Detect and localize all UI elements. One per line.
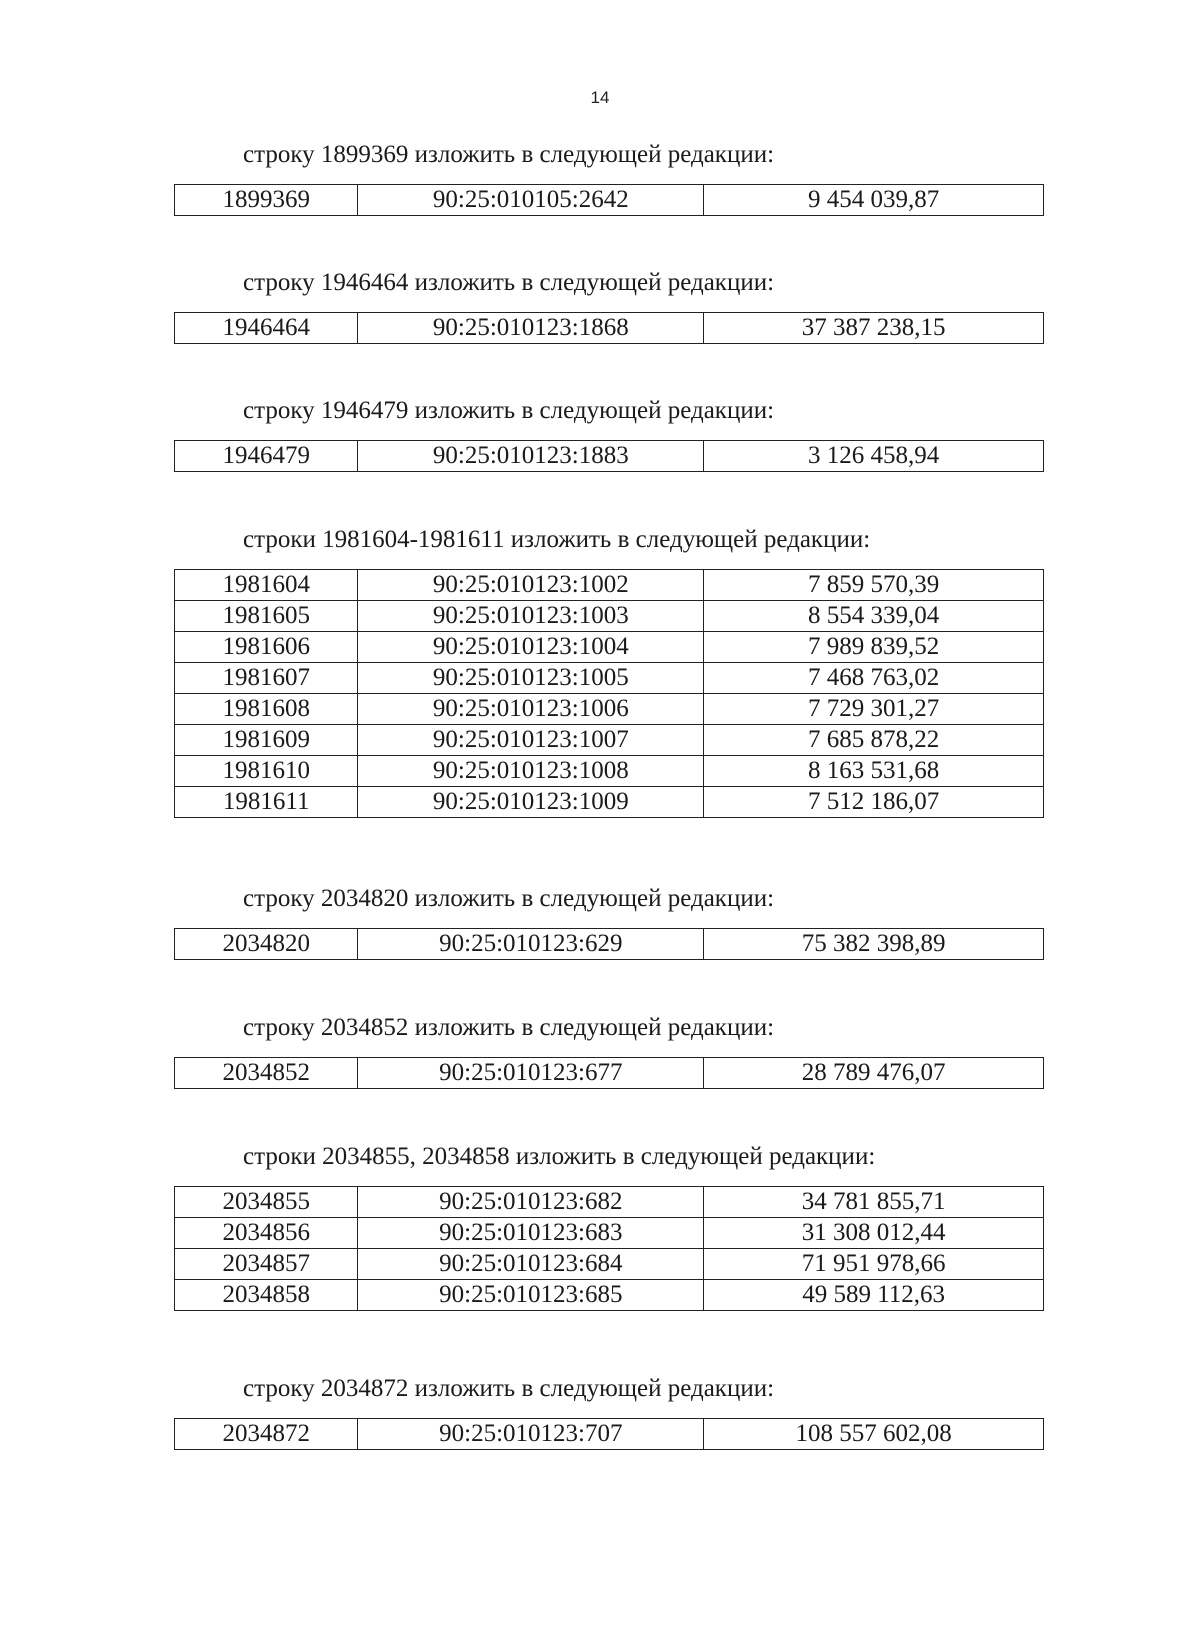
table-row <box>175 441 1044 472</box>
amendment-section <box>0 525 1200 818</box>
value-cell: 7 729 301,27 <box>704 694 1044 725</box>
row-number-cell: 2034856 <box>175 1218 358 1249</box>
cadastral-number-cell: 90:25:010123:677 <box>358 1058 704 1089</box>
table-row <box>175 1419 1044 1450</box>
cadastral-number-cell: 90:25:010123:1009 <box>358 787 704 818</box>
section-heading: строку 1946464 изложить в следующей редакции: <box>243 269 775 296</box>
amendment-table <box>174 1418 1044 1450</box>
amendment-section <box>0 396 1200 472</box>
amendment-section <box>0 1142 1200 1311</box>
section-heading: строку 2034820 изложить в следующей редакции: <box>243 885 775 912</box>
table-row <box>175 1280 1044 1311</box>
amendment-section <box>0 1013 1200 1089</box>
row-number-cell: 1946464 <box>175 313 358 344</box>
value-cell: 8 554 339,04 <box>704 601 1044 632</box>
cadastral-number-cell: 90:25:010123:1883 <box>358 441 704 472</box>
cadastral-number-cell: 90:25:010123:685 <box>358 1280 704 1311</box>
value-cell: 75 382 398,89 <box>704 929 1044 960</box>
section-heading: строки 1981604-1981611 изложить в следующей редакции: <box>243 526 871 553</box>
row-number-cell: 1899369 <box>175 185 358 216</box>
table-row <box>175 1249 1044 1280</box>
cadastral-number-cell: 90:25:010123:682 <box>358 1187 704 1218</box>
amendment-table <box>174 928 1044 960</box>
row-number-cell: 1981609 <box>175 725 358 756</box>
table-row <box>175 663 1044 694</box>
value-cell: 7 512 186,07 <box>704 787 1044 818</box>
table-row <box>175 185 1044 216</box>
table-row <box>175 313 1044 344</box>
cadastral-number-cell: 90:25:010123:1005 <box>358 663 704 694</box>
table-row <box>175 632 1044 663</box>
value-cell: 34 781 855,71 <box>704 1187 1044 1218</box>
value-cell: 71 951 978,66 <box>704 1249 1044 1280</box>
table-row <box>175 725 1044 756</box>
table-row <box>175 570 1044 601</box>
amendment-table <box>174 1057 1044 1089</box>
value-cell: 28 789 476,07 <box>704 1058 1044 1089</box>
cadastral-number-cell: 90:25:010123:684 <box>358 1249 704 1280</box>
row-number-cell: 2034857 <box>175 1249 358 1280</box>
amendment-table <box>174 312 1044 344</box>
amendment-table <box>174 184 1044 216</box>
cadastral-number-cell: 90:25:010123:1002 <box>358 570 704 601</box>
table-row <box>175 929 1044 960</box>
row-number-cell: 1981610 <box>175 756 358 787</box>
cadastral-number-cell: 90:25:010123:629 <box>358 929 704 960</box>
cadastral-number-cell: 90:25:010123:1004 <box>358 632 704 663</box>
row-number-cell: 1946479 <box>175 441 358 472</box>
value-cell: 8 163 531,68 <box>704 756 1044 787</box>
page-number: 14 <box>590 88 610 107</box>
cadastral-number-cell: 90:25:010123:683 <box>358 1218 704 1249</box>
value-cell: 7 859 570,39 <box>704 570 1044 601</box>
section-heading: строку 2034872 изложить в следующей редакции: <box>243 1375 775 1402</box>
value-cell: 9 454 039,87 <box>704 185 1044 216</box>
amendment-section <box>0 1374 1200 1450</box>
amendment-section <box>0 140 1200 216</box>
cadastral-number-cell: 90:25:010123:1003 <box>358 601 704 632</box>
table-row <box>175 1218 1044 1249</box>
row-number-cell: 2034855 <box>175 1187 358 1218</box>
row-number-cell: 2034872 <box>175 1419 358 1450</box>
table-row <box>175 1058 1044 1089</box>
table-row <box>175 694 1044 725</box>
value-cell: 7 685 878,22 <box>704 725 1044 756</box>
table-row <box>175 787 1044 818</box>
section-heading: строку 1946479 изложить в следующей редакции: <box>243 397 775 424</box>
row-number-cell: 2034852 <box>175 1058 358 1089</box>
value-cell: 7 989 839,52 <box>704 632 1044 663</box>
row-number-cell: 2034858 <box>175 1280 358 1311</box>
cadastral-number-cell: 90:25:010123:1868 <box>358 313 704 344</box>
table-row <box>175 756 1044 787</box>
value-cell: 31 308 012,44 <box>704 1218 1044 1249</box>
table-row <box>175 601 1044 632</box>
value-cell: 7 468 763,02 <box>704 663 1044 694</box>
amendment-section <box>0 884 1200 960</box>
amendment-table <box>174 440 1044 472</box>
amendment-section <box>0 268 1200 344</box>
row-number-cell: 2034820 <box>175 929 358 960</box>
section-heading: строки 2034855, 2034858 изложить в следующей редакции: <box>243 1143 876 1170</box>
amendment-table <box>174 569 1044 818</box>
row-number-cell: 1981607 <box>175 663 358 694</box>
section-heading: строку 1899369 изложить в следующей редакции: <box>243 141 775 168</box>
value-cell: 108 557 602,08 <box>704 1419 1044 1450</box>
cadastral-number-cell: 90:25:010123:1008 <box>358 756 704 787</box>
table-row <box>175 1187 1044 1218</box>
row-number-cell: 1981611 <box>175 787 358 818</box>
row-number-cell: 1981606 <box>175 632 358 663</box>
cadastral-number-cell: 90:25:010105:2642 <box>358 185 704 216</box>
cadastral-number-cell: 90:25:010123:1006 <box>358 694 704 725</box>
value-cell: 49 589 112,63 <box>704 1280 1044 1311</box>
cadastral-number-cell: 90:25:010123:1007 <box>358 725 704 756</box>
value-cell: 3 126 458,94 <box>704 441 1044 472</box>
row-number-cell: 1981605 <box>175 601 358 632</box>
row-number-cell: 1981608 <box>175 694 358 725</box>
section-heading: строку 2034852 изложить в следующей редакции: <box>243 1014 775 1041</box>
amendment-table <box>174 1186 1044 1311</box>
row-number-cell: 1981604 <box>175 570 358 601</box>
value-cell: 37 387 238,15 <box>704 313 1044 344</box>
cadastral-number-cell: 90:25:010123:707 <box>358 1419 704 1450</box>
